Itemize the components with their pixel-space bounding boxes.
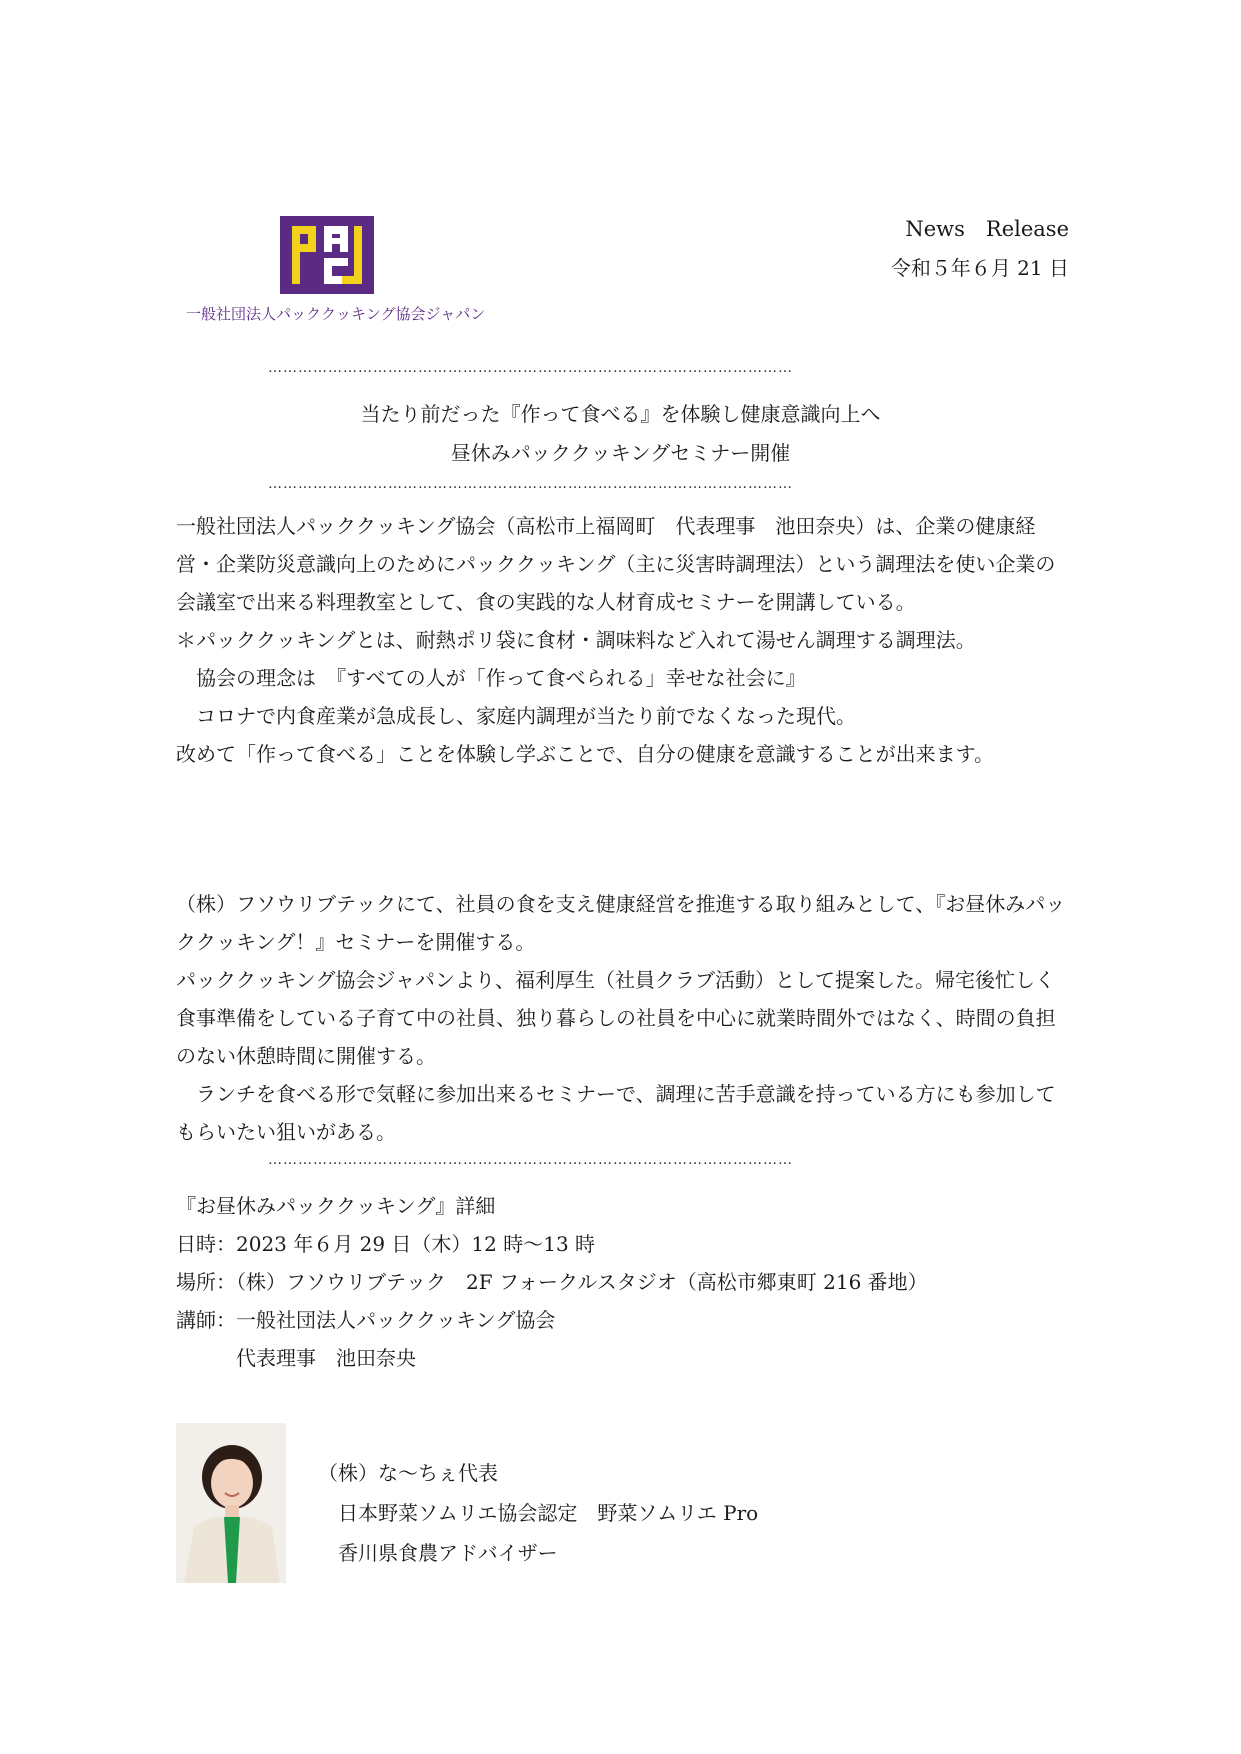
profile-line: （株）な～ちぇ代表 bbox=[318, 1461, 498, 1485]
details-place: 場所：（株）フソウリブテック 2F フォークルスタジオ（高松市郷東町 216 番地） bbox=[176, 1270, 928, 1294]
details-datetime: 日時：2023 年６月 29 日（木）12 時～13 時 bbox=[176, 1232, 596, 1256]
profile-line: 日本野菜ソムリエ協会認定 野菜ソムリエ Pro bbox=[318, 1501, 759, 1525]
dotted-divider: …………………………………………………………………………………………… bbox=[268, 476, 793, 492]
intro-paragraph: 一般社団法人パッククッキング協会（高松市上福岡町 代表理事 池田奈央）は、企業の健康経営・企業防災意識向上のためにパッククッキング（主に災害時調理法）という調理法を使い企業の会議室で出来る料理教室として、食の実践的な人材育成セミナーを開講している。 bbox=[176, 514, 1056, 614]
philosophy-line: 協会の理念は 『すべての人が「作って食べられる」幸せな社会に』 bbox=[176, 666, 806, 690]
news-release-label: News Release bbox=[905, 217, 1069, 241]
dotted-divider: …………………………………………………………………………………………… bbox=[268, 360, 793, 376]
details-lecturer: 講師：一般社団法人パッククッキング協会 bbox=[176, 1308, 556, 1332]
headline: 当たり前だった『作って食べる』を体験し健康意識向上へ bbox=[360, 402, 881, 426]
org-name-caption: 一般社団法人パッククッキング協会ジャパン bbox=[186, 305, 486, 323]
proposal-paragraph: パッククッキング協会ジャパンより、福利厚生（社員クラブ活動）として提案した。帰宅後忙しく食事準備をしている子育て中の社員、独り暮らしの社員を中心に就業時間外ではなく、時間の負担のない休憩時間に開催する。 bbox=[176, 968, 1056, 1068]
profile-line: 香川県食農アドバイザー bbox=[318, 1541, 558, 1565]
org-logo bbox=[280, 216, 374, 294]
lunch-paragraph: ランチを食べる形で気軽に参加出来るセミナーで、調理に苦手意識を持っている方にも参加してもらいたい狙いがある。 bbox=[176, 1082, 1056, 1144]
subheadline: 昼休みパッククッキングセミナー開催 bbox=[450, 441, 791, 465]
company-paragraph: （株）フソウリブテックにて、社員の食を支え健康経営を推進する取り組みとして、『お昼休みパッククッキング！』セミナーを開催する。 bbox=[176, 892, 1066, 954]
release-date: 令和５年６月 21 日 bbox=[890, 256, 1069, 280]
pack-cooking-note: ＊パッククッキングとは、耐熱ポリ袋に食材・調味料など入れて湯せん調理する調理法。 bbox=[176, 628, 976, 652]
dotted-divider: …………………………………………………………………………………………… bbox=[268, 1152, 793, 1168]
details-lecturer-title: 代表理事 池田奈央 bbox=[176, 1346, 416, 1370]
details-heading: 『お昼休みパッククッキング』詳細 bbox=[176, 1194, 496, 1218]
event-details bbox=[176, 1187, 928, 1377]
body-section-1 bbox=[176, 507, 1066, 773]
relearn-paragraph: 改めて「作って食べる」ことを体験し学ぶことで、自分の健康を意識することが出来ます。 bbox=[176, 742, 994, 766]
body-section-2 bbox=[176, 885, 1066, 1151]
lecturer-profile bbox=[318, 1453, 758, 1573]
covid-line: コロナで内食産業が急成長し、家庭内調理が当たり前でなくなった現代。 bbox=[176, 704, 856, 728]
lecturer-photo bbox=[176, 1423, 286, 1583]
